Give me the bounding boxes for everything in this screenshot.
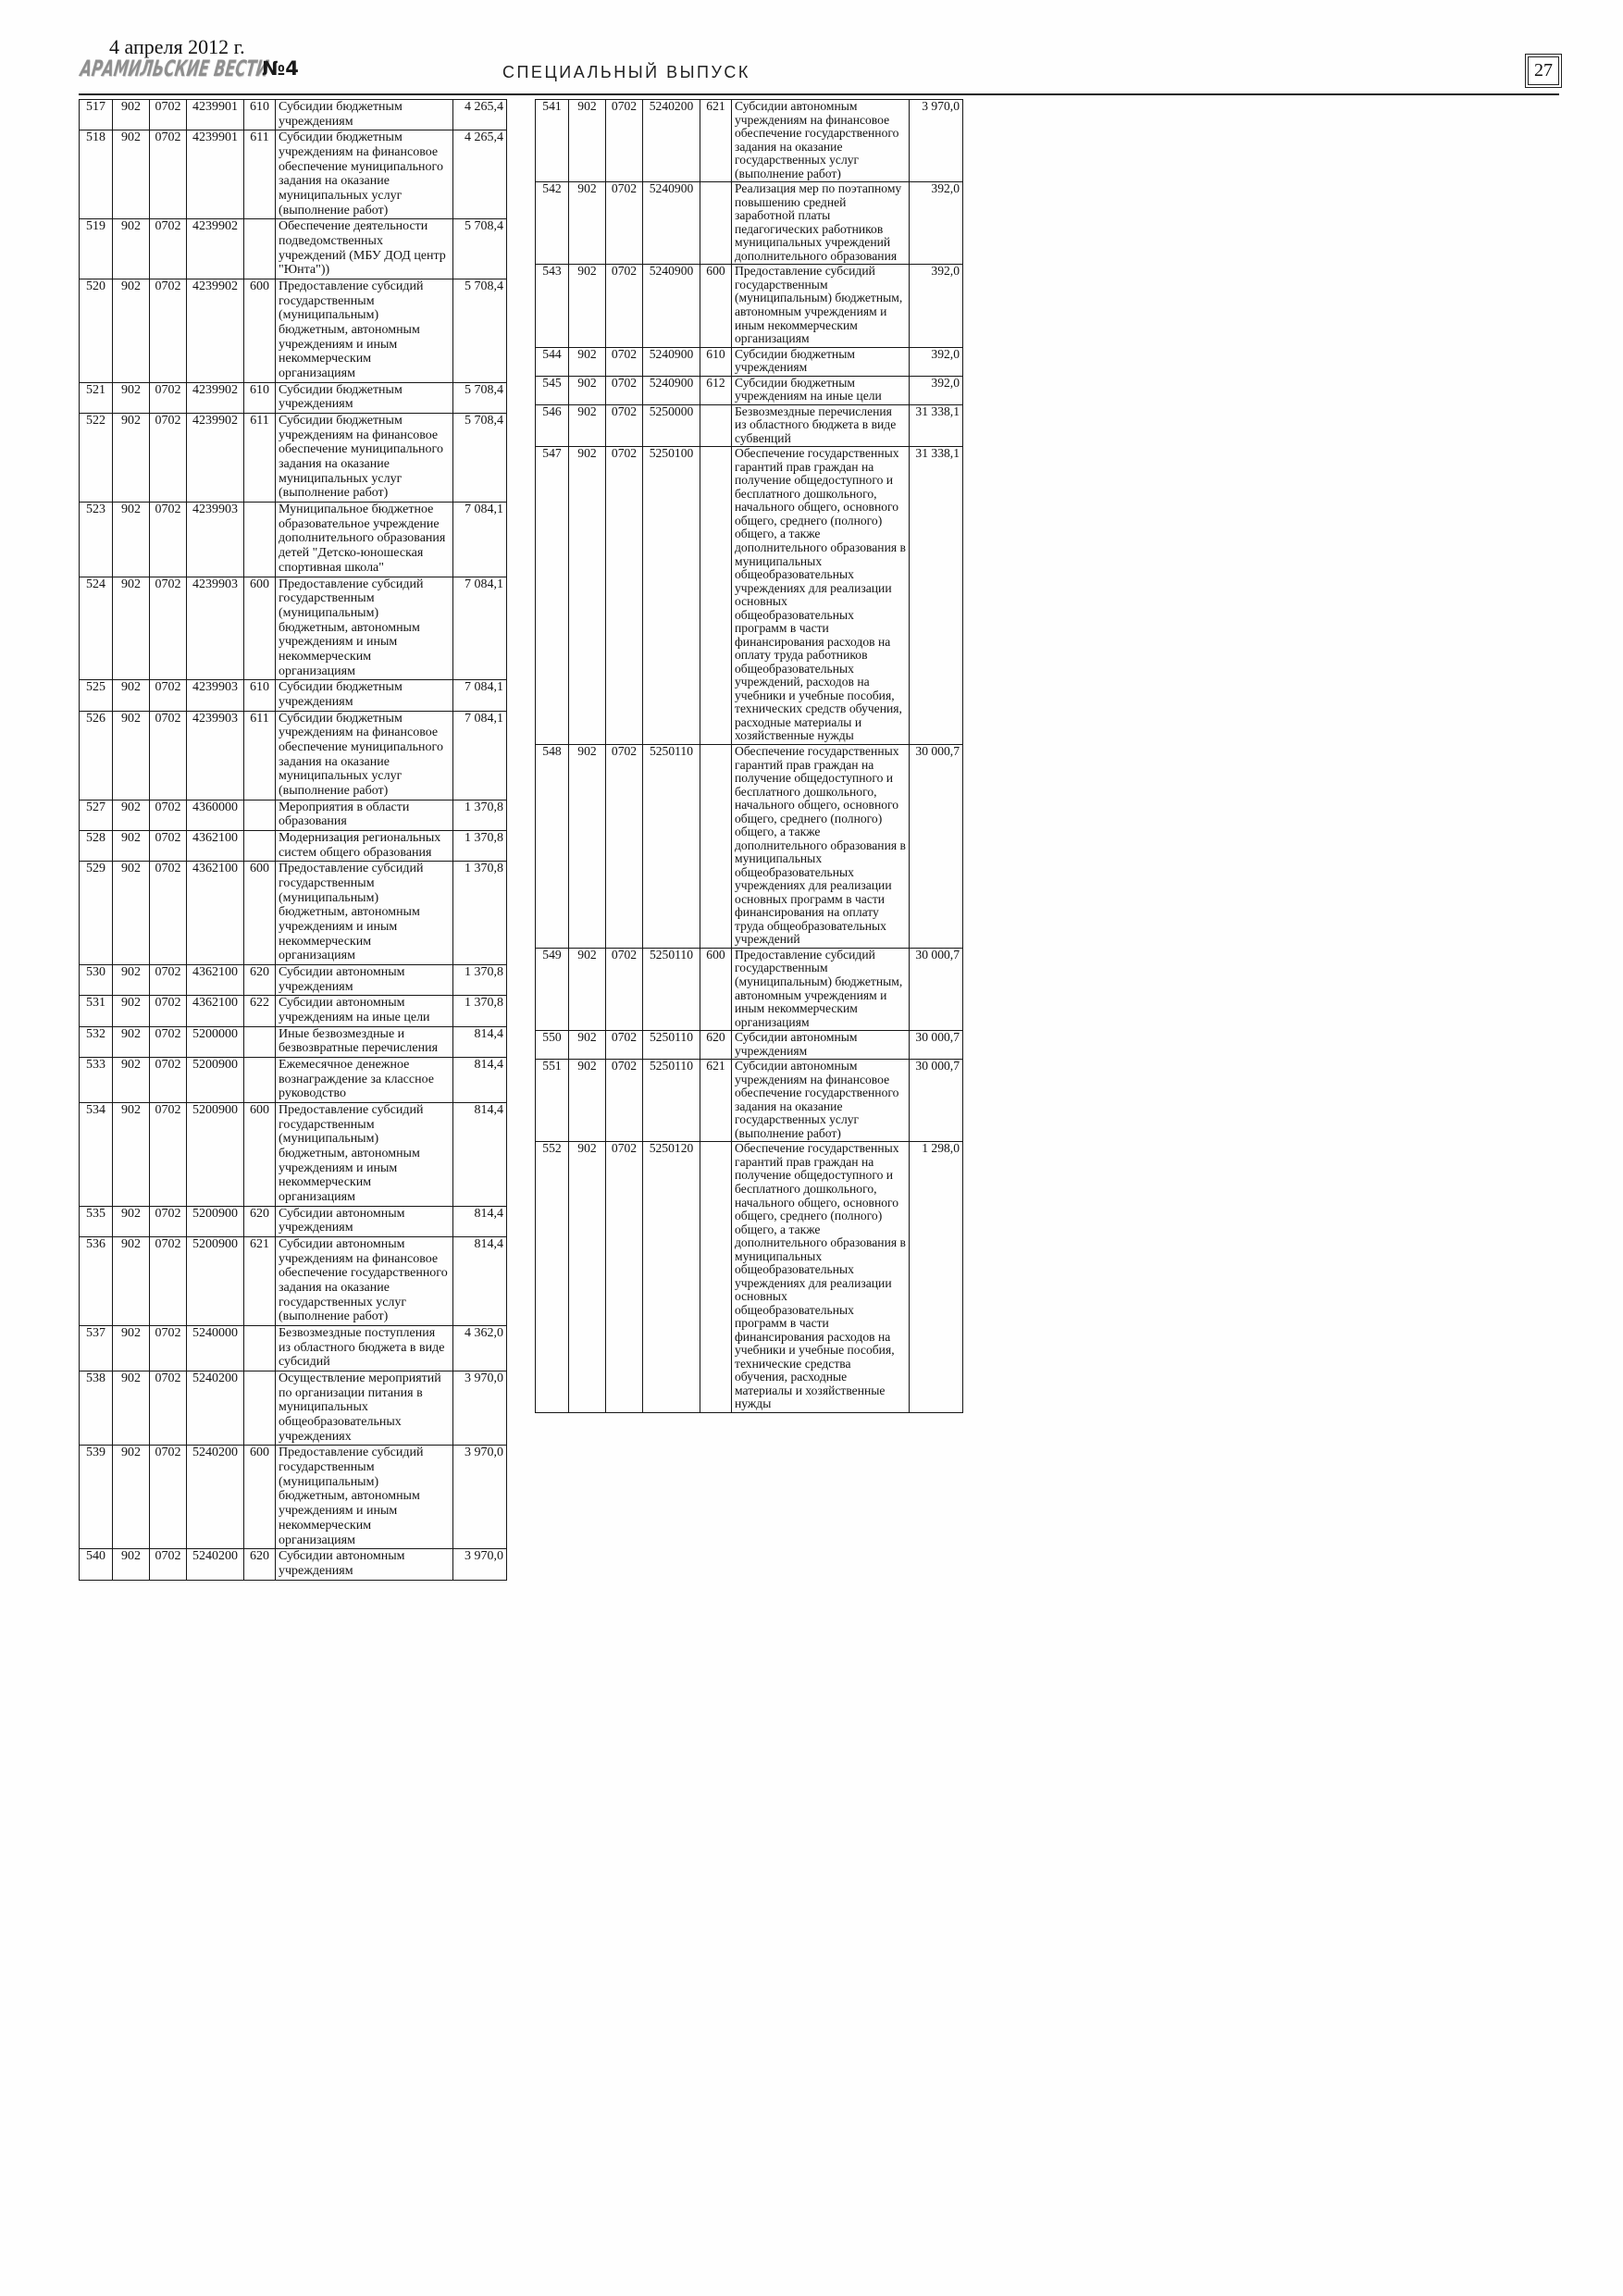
table-row — [80, 1026, 507, 1057]
description-cell: Субсидии автономным учреждениям — [276, 1549, 453, 1580]
description-cell: Субсидии бюджетным учреждениям — [732, 347, 910, 376]
expense-type-code-cell: 600 — [700, 948, 732, 1030]
table-row — [80, 1371, 507, 1446]
admin-code-cell: 902 — [113, 1326, 150, 1371]
target-article-code-cell: 4239903 — [187, 680, 244, 711]
amount-cell: 814,4 — [453, 1237, 507, 1326]
description-cell: Субсидии бюджетным учреждениям на финансовое обеспечение муниципального задания на оказание муниципальных услуг (выполнение работ) — [276, 414, 453, 503]
description-cell: Субсидии бюджетным учреждениям на финансовое обеспечение муниципального задания на оказание муниципальных услуг (выполнение работ) — [276, 711, 453, 800]
section-code-cell: 0702 — [150, 414, 187, 503]
row-number-cell: 523 — [80, 503, 113, 577]
issue-date: 4 апреля 2012 г. — [109, 35, 245, 58]
expense-type-code-cell: 620 — [700, 1031, 732, 1060]
target-article-code-cell: 5250110 — [643, 1060, 700, 1142]
amount-cell: 7 084,1 — [453, 711, 507, 800]
description-cell: Предоставление субсидий государственным (муниципальным) бюджетным, автономным учреждениям и иным некоммерческим организациям — [276, 577, 453, 680]
target-article-code-cell: 4239903 — [187, 711, 244, 800]
expense-type-code-cell: 612 — [700, 376, 732, 404]
section-code-cell: 0702 — [150, 996, 187, 1026]
amount-cell: 31 338,1 — [910, 447, 963, 745]
description-cell: Субсидии автономным учреждениям — [276, 964, 453, 995]
target-article-code-cell: 4360000 — [187, 800, 244, 830]
amount-cell: 814,4 — [453, 1058, 507, 1103]
table-row — [80, 100, 507, 130]
table-row — [536, 404, 963, 447]
target-article-code-cell: 5240200 — [187, 1446, 244, 1549]
target-article-code-cell: 4239901 — [187, 130, 244, 219]
target-article-code-cell: 5240200 — [187, 1371, 244, 1446]
description-cell: Реализация мер по поэтапному повышению средней заработной платы педагогических работников муниципальных учреждений дополнительного образования — [732, 182, 910, 265]
table-row — [80, 577, 507, 680]
row-number-cell: 524 — [80, 577, 113, 680]
expense-type-code-cell: 611 — [244, 414, 276, 503]
expense-type-code-cell: 610 — [244, 680, 276, 711]
description-cell: Мероприятия в области образования — [276, 800, 453, 830]
admin-code-cell: 902 — [113, 996, 150, 1026]
amount-cell: 4 265,4 — [453, 130, 507, 219]
description-cell: Иные безвозмездные и безвозвратные перечисления — [276, 1026, 453, 1057]
row-number-cell: 544 — [536, 347, 569, 376]
row-number-cell: 530 — [80, 964, 113, 995]
expense-type-code-cell: 621 — [244, 1237, 276, 1326]
admin-code-cell: 902 — [113, 1103, 150, 1207]
table-row — [80, 1058, 507, 1103]
table-row — [80, 711, 507, 800]
table-row — [80, 1326, 507, 1371]
expense-type-code-cell — [244, 1371, 276, 1446]
amount-cell: 3 970,0 — [453, 1549, 507, 1580]
table-row — [536, 100, 963, 182]
description-cell: Предоставление субсидий государственным (муниципальным) бюджетным, автономным учреждениям и иным некоммерческим организациям — [732, 948, 910, 1030]
table-row — [80, 680, 507, 711]
section-code-cell: 0702 — [150, 1026, 187, 1057]
section-code-cell: 0702 — [606, 265, 643, 347]
admin-code-cell: 902 — [569, 744, 606, 948]
amount-cell: 7 084,1 — [453, 680, 507, 711]
amount-cell: 814,4 — [453, 1026, 507, 1057]
expense-type-code-cell: 621 — [700, 100, 732, 182]
row-number-cell: 527 — [80, 800, 113, 830]
row-number-cell: 517 — [80, 100, 113, 130]
admin-code-cell: 902 — [569, 100, 606, 182]
description-cell: Ежемесячное денежное вознаграждение за классное руководство — [276, 1058, 453, 1103]
target-article-code-cell: 5250100 — [643, 447, 700, 745]
row-number-cell: 520 — [80, 279, 113, 383]
target-article-code-cell: 5200900 — [187, 1206, 244, 1236]
amount-cell: 1 298,0 — [910, 1142, 963, 1413]
table-row — [80, 830, 507, 861]
admin-code-cell: 902 — [569, 1142, 606, 1413]
section-code-cell: 0702 — [150, 100, 187, 130]
table-row — [536, 948, 963, 1030]
target-article-code-cell: 5240900 — [643, 265, 700, 347]
row-number-cell: 532 — [80, 1026, 113, 1057]
description-cell: Субсидии автономным учреждениям — [276, 1206, 453, 1236]
budget-table-left — [79, 99, 507, 1581]
section-code-cell: 0702 — [606, 347, 643, 376]
target-article-code-cell: 5200000 — [187, 1026, 244, 1057]
admin-code-cell: 902 — [569, 347, 606, 376]
admin-code-cell: 902 — [113, 830, 150, 861]
row-number-cell: 550 — [536, 1031, 569, 1060]
masthead-logo: АРАМИЛЬСКИЕ ВЕСТИ — [79, 56, 271, 81]
amount-cell: 392,0 — [910, 376, 963, 404]
expense-type-code-cell: 600 — [700, 265, 732, 347]
target-article-code-cell: 4239903 — [187, 577, 244, 680]
row-number-cell: 521 — [80, 382, 113, 413]
admin-code-cell: 902 — [113, 279, 150, 383]
admin-code-cell: 902 — [113, 1371, 150, 1446]
admin-code-cell: 902 — [113, 100, 150, 130]
section-code-cell: 0702 — [606, 376, 643, 404]
section-code-cell: 0702 — [150, 382, 187, 413]
description-cell: Обеспечение государственных гарантий прав граждан на получение общедоступного и бесплатного дошкольного, начального общего, основного общего, среднего (полного) общего, а также дополнительного образования в муниципальных общеобразовательных учреждениях для реализации основных общеобразовательных программ в части финансирования расходов на учебники и учебные пособия, технические средства обучения, расходные материалы и хозяйственные нужды — [732, 1142, 910, 1413]
admin-code-cell: 902 — [113, 130, 150, 219]
amount-cell: 30 000,7 — [910, 948, 963, 1030]
amount-cell: 5 708,4 — [453, 219, 507, 279]
target-article-code-cell: 5250110 — [643, 948, 700, 1030]
description-cell: Субсидии автономным учреждениям на финансовое обеспечение государственного задания на оказание государственных услуг (выполнение работ) — [732, 100, 910, 182]
target-article-code-cell: 4239902 — [187, 219, 244, 279]
amount-cell: 4 265,4 — [453, 100, 507, 130]
admin-code-cell: 902 — [113, 219, 150, 279]
section-code-cell: 0702 — [150, 1549, 187, 1580]
description-cell: Субсидии автономным учреждениям на финансовое обеспечение государственного задания на оказание государственных услуг (выполнение работ) — [276, 1237, 453, 1326]
row-number-cell: 547 — [536, 447, 569, 745]
section-code-cell: 0702 — [150, 862, 187, 965]
section-code-cell: 0702 — [150, 830, 187, 861]
row-number-cell: 543 — [536, 265, 569, 347]
section-code-cell: 0702 — [150, 219, 187, 279]
admin-code-cell: 902 — [113, 680, 150, 711]
table-row — [80, 964, 507, 995]
section-code-cell: 0702 — [150, 1326, 187, 1371]
table-row — [80, 503, 507, 577]
table-row — [536, 744, 963, 948]
table-row — [80, 279, 507, 383]
admin-code-cell: 902 — [569, 948, 606, 1030]
admin-code-cell: 902 — [569, 265, 606, 347]
expense-type-code-cell — [244, 830, 276, 861]
amount-cell: 7 084,1 — [453, 503, 507, 577]
target-article-code-cell: 4239901 — [187, 100, 244, 130]
amount-cell: 5 708,4 — [453, 382, 507, 413]
expense-type-code-cell — [700, 1142, 732, 1413]
admin-code-cell: 902 — [113, 1237, 150, 1326]
target-article-code-cell: 5250120 — [643, 1142, 700, 1413]
section-code-cell: 0702 — [150, 1058, 187, 1103]
amount-cell: 1 370,8 — [453, 800, 507, 830]
section-code-cell: 0702 — [606, 1142, 643, 1413]
table-row — [80, 382, 507, 413]
amount-cell: 5 708,4 — [453, 414, 507, 503]
admin-code-cell: 902 — [569, 1031, 606, 1060]
section-code-cell: 0702 — [606, 404, 643, 447]
row-number-cell: 539 — [80, 1446, 113, 1549]
expense-type-code-cell — [244, 1058, 276, 1103]
target-article-code-cell: 5250000 — [643, 404, 700, 447]
admin-code-cell: 902 — [113, 711, 150, 800]
amount-cell: 30 000,7 — [910, 744, 963, 948]
row-number-cell: 542 — [536, 182, 569, 265]
section-code-cell: 0702 — [150, 680, 187, 711]
admin-code-cell: 902 — [569, 1060, 606, 1142]
expense-type-code-cell: 622 — [244, 996, 276, 1026]
amount-cell: 30 000,7 — [910, 1031, 963, 1060]
description-cell: Муниципальное бюджетное образовательное учреждение дополнительного образования детей "Детско-юношеская спортивная школа" — [276, 503, 453, 577]
row-number-cell: 528 — [80, 830, 113, 861]
admin-code-cell: 902 — [113, 1026, 150, 1057]
expense-type-code-cell: 600 — [244, 1103, 276, 1207]
page-number: 27 — [1528, 56, 1559, 85]
page-number-box — [1525, 54, 1562, 88]
table-row — [80, 800, 507, 830]
amount-cell: 392,0 — [910, 182, 963, 265]
expense-type-code-cell — [244, 503, 276, 577]
row-number-cell: 548 — [536, 744, 569, 948]
row-number-cell: 534 — [80, 1103, 113, 1207]
table-row — [536, 447, 963, 745]
admin-code-cell: 902 — [113, 1446, 150, 1549]
target-article-code-cell: 5250110 — [643, 1031, 700, 1060]
expense-type-code-cell — [700, 182, 732, 265]
description-cell: Субсидии бюджетным учреждениям — [276, 382, 453, 413]
section-code-cell: 0702 — [150, 1237, 187, 1326]
table-row — [80, 1103, 507, 1207]
expense-type-code-cell: 600 — [244, 1446, 276, 1549]
amount-cell: 392,0 — [910, 347, 963, 376]
target-article-code-cell: 4239902 — [187, 382, 244, 413]
table-row — [80, 1549, 507, 1580]
section-code-cell: 0702 — [606, 1031, 643, 1060]
expense-type-code-cell — [700, 744, 732, 948]
expense-type-code-cell: 611 — [244, 711, 276, 800]
row-number-cell: 531 — [80, 996, 113, 1026]
row-number-cell: 545 — [536, 376, 569, 404]
amount-cell: 4 362,0 — [453, 1326, 507, 1371]
section-title: СПЕЦИАЛЬНЫЙ ВЫПУСК — [502, 63, 750, 81]
table-row — [80, 414, 507, 503]
description-cell: Субсидии бюджетным учреждениям на иные цели — [732, 376, 910, 404]
description-cell: Обеспечение государственных гарантий прав граждан на получение общедоступного и бесплатного дошкольного, начального общего, основного общего, среднего (полного) общего, а также дополнительного образования в муниципальных общеобразовательных учреждениях для реализации основных программ в части финансирования на оплату труда общеобразовательных учреждений — [732, 744, 910, 948]
row-number-cell: 522 — [80, 414, 113, 503]
row-number-cell: 540 — [80, 1549, 113, 1580]
amount-cell: 3 970,0 — [910, 100, 963, 182]
section-code-cell: 0702 — [150, 1206, 187, 1236]
target-article-code-cell: 5200900 — [187, 1058, 244, 1103]
amount-cell: 1 370,8 — [453, 964, 507, 995]
table-row — [80, 130, 507, 219]
expense-type-code-cell — [700, 404, 732, 447]
expense-type-code-cell: 620 — [244, 1549, 276, 1580]
expense-type-code-cell: 600 — [244, 577, 276, 680]
row-number-cell: 541 — [536, 100, 569, 182]
description-cell: Безвозмездные перечисления из областного бюджета в виде субвенций — [732, 404, 910, 447]
row-number-cell: 549 — [536, 948, 569, 1030]
description-cell: Предоставление субсидий государственным (муниципальным) бюджетным, автономным учреждениям и иным некоммерческим организациям — [276, 1446, 453, 1549]
description-cell: Обеспечение государственных гарантий прав граждан на получение общедоступного и бесплатного дошкольного, начального общего, основного общего, среднего (полного) общего, а также дополнительного образования в муниципальных общеобразовательных учреждениях для реализации основных общеобразовательных программ в части финансирования расходов на оплату труда работников общеобразовательных учреждений, расходов на учебники и учебные пособия, технических средств обучения, расходные материалы и хозяйственные нужды — [732, 447, 910, 745]
section-code-cell: 0702 — [606, 1060, 643, 1142]
row-number-cell: 551 — [536, 1060, 569, 1142]
amount-cell: 30 000,7 — [910, 1060, 963, 1142]
row-number-cell: 518 — [80, 130, 113, 219]
admin-code-cell: 902 — [113, 1549, 150, 1580]
expense-type-code-cell — [244, 1326, 276, 1371]
admin-code-cell: 902 — [569, 376, 606, 404]
table-row — [80, 219, 507, 279]
amount-cell: 5 708,4 — [453, 279, 507, 383]
row-number-cell: 552 — [536, 1142, 569, 1413]
admin-code-cell: 902 — [113, 1206, 150, 1236]
section-code-cell: 0702 — [150, 964, 187, 995]
section-code-cell: 0702 — [606, 447, 643, 745]
description-cell: Обеспечение деятельности подведомственных учреждений (МБУ ДОД центр "Юнта")) — [276, 219, 453, 279]
target-article-code-cell: 4239902 — [187, 279, 244, 383]
table-row — [536, 1060, 963, 1142]
row-number-cell: 536 — [80, 1237, 113, 1326]
issue-number: №4 — [262, 57, 299, 80]
section-code-cell: 0702 — [606, 948, 643, 1030]
target-article-code-cell: 4239902 — [187, 414, 244, 503]
expense-type-code-cell: 610 — [700, 347, 732, 376]
target-article-code-cell: 5200900 — [187, 1103, 244, 1207]
table-row — [536, 265, 963, 347]
target-article-code-cell: 4362100 — [187, 862, 244, 965]
table-row — [536, 182, 963, 265]
expense-type-code-cell — [244, 1026, 276, 1057]
table-row — [80, 1206, 507, 1236]
description-cell: Предоставление субсидий государственным (муниципальным) бюджетным, автономным учреждениям и иным некоммерческим организациям — [276, 1103, 453, 1207]
target-article-code-cell: 5240200 — [643, 100, 700, 182]
table-row — [536, 1031, 963, 1060]
row-number-cell: 525 — [80, 680, 113, 711]
description-cell: Предоставление субсидий государственным (муниципальным) бюджетным, автономным учреждениям и иным некоммерческим организациям — [276, 862, 453, 965]
target-article-code-cell: 5240000 — [187, 1326, 244, 1371]
description-cell: Модернизация региональных систем общего образования — [276, 830, 453, 861]
expense-type-code-cell — [244, 800, 276, 830]
section-code-cell: 0702 — [150, 577, 187, 680]
section-code-cell: 0702 — [150, 279, 187, 383]
section-code-cell: 0702 — [150, 130, 187, 219]
expense-type-code-cell: 611 — [244, 130, 276, 219]
row-number-cell: 529 — [80, 862, 113, 965]
target-article-code-cell: 5240900 — [643, 182, 700, 265]
expense-type-code-cell: 600 — [244, 862, 276, 965]
section-code-cell: 0702 — [150, 1103, 187, 1207]
target-article-code-cell: 4362100 — [187, 964, 244, 995]
budget-table-right — [535, 99, 963, 1413]
row-number-cell: 526 — [80, 711, 113, 800]
table-row — [80, 1237, 507, 1326]
row-number-cell: 546 — [536, 404, 569, 447]
expense-type-code-cell: 620 — [244, 964, 276, 995]
description-cell: Субсидии автономным учреждениям — [732, 1031, 910, 1060]
row-number-cell: 535 — [80, 1206, 113, 1236]
amount-cell: 814,4 — [453, 1103, 507, 1207]
page-header — [79, 0, 1559, 95]
admin-code-cell: 902 — [113, 503, 150, 577]
table-row — [536, 1142, 963, 1413]
amount-cell: 3 970,0 — [453, 1446, 507, 1549]
description-cell: Субсидии автономным учреждениям на иные цели — [276, 996, 453, 1026]
amount-cell: 1 370,8 — [453, 830, 507, 861]
amount-cell: 392,0 — [910, 265, 963, 347]
admin-code-cell: 902 — [569, 182, 606, 265]
section-code-cell: 0702 — [150, 1371, 187, 1446]
row-number-cell: 533 — [80, 1058, 113, 1103]
target-article-code-cell: 4239903 — [187, 503, 244, 577]
admin-code-cell: 902 — [113, 1058, 150, 1103]
amount-cell: 814,4 — [453, 1206, 507, 1236]
section-code-cell: 0702 — [606, 744, 643, 948]
section-code-cell: 0702 — [150, 503, 187, 577]
target-article-code-cell: 5240900 — [643, 347, 700, 376]
target-article-code-cell: 5200900 — [187, 1237, 244, 1326]
section-code-cell: 0702 — [150, 711, 187, 800]
section-code-cell: 0702 — [606, 100, 643, 182]
section-code-cell: 0702 — [150, 800, 187, 830]
row-number-cell: 538 — [80, 1371, 113, 1446]
amount-cell: 31 338,1 — [910, 404, 963, 447]
admin-code-cell: 902 — [113, 414, 150, 503]
amount-cell: 3 970,0 — [453, 1371, 507, 1446]
description-cell: Субсидии бюджетным учреждениям — [276, 680, 453, 711]
description-cell: Осуществление мероприятий по организации питания в муниципальных общеобразовательных учреждениях — [276, 1371, 453, 1446]
description-cell: Субсидии бюджетным учреждениям — [276, 100, 453, 130]
target-article-code-cell: 5240900 — [643, 376, 700, 404]
table-row — [80, 1446, 507, 1549]
admin-code-cell: 902 — [569, 404, 606, 447]
amount-cell: 1 370,8 — [453, 862, 507, 965]
expense-type-code-cell — [700, 447, 732, 745]
description-cell: Субсидии бюджетным учреждениям на финансовое обеспечение муниципального задания на оказание муниципальных услуг (выполнение работ) — [276, 130, 453, 219]
table-row — [80, 862, 507, 965]
table-row — [80, 996, 507, 1026]
section-code-cell: 0702 — [150, 1446, 187, 1549]
description-cell: Предоставление субсидий государственным (муниципальным) бюджетным, автономным учреждениям и иным некоммерческим организациям — [276, 279, 453, 383]
description-cell: Предоставление субсидий государственным (муниципальным) бюджетным, автономным учреждениям и иным некоммерческим организациям — [732, 265, 910, 347]
row-number-cell: 537 — [80, 1326, 113, 1371]
admin-code-cell: 902 — [113, 382, 150, 413]
description-cell: Безвозмездные поступления из областного бюджета в виде субсидий — [276, 1326, 453, 1371]
target-article-code-cell: 4362100 — [187, 830, 244, 861]
admin-code-cell: 902 — [113, 964, 150, 995]
admin-code-cell: 902 — [113, 862, 150, 965]
section-code-cell: 0702 — [606, 182, 643, 265]
expense-type-code-cell: 610 — [244, 100, 276, 130]
table-row — [536, 347, 963, 376]
table-row — [536, 376, 963, 404]
description-cell: Субсидии автономным учреждениям на финансовое обеспечение государственного задания на оказание государственных услуг (выполнение работ) — [732, 1060, 910, 1142]
table-columns — [79, 99, 963, 1581]
admin-code-cell: 902 — [569, 447, 606, 745]
expense-type-code-cell: 600 — [244, 279, 276, 383]
expense-type-code-cell: 610 — [244, 382, 276, 413]
admin-code-cell: 902 — [113, 800, 150, 830]
target-article-code-cell: 4362100 — [187, 996, 244, 1026]
target-article-code-cell: 5240200 — [187, 1549, 244, 1580]
expense-type-code-cell: 620 — [244, 1206, 276, 1236]
expense-type-code-cell — [244, 219, 276, 279]
admin-code-cell: 902 — [113, 577, 150, 680]
expense-type-code-cell: 621 — [700, 1060, 732, 1142]
row-number-cell: 519 — [80, 219, 113, 279]
target-article-code-cell: 5250110 — [643, 744, 700, 948]
amount-cell: 7 084,1 — [453, 577, 507, 680]
amount-cell: 1 370,8 — [453, 996, 507, 1026]
